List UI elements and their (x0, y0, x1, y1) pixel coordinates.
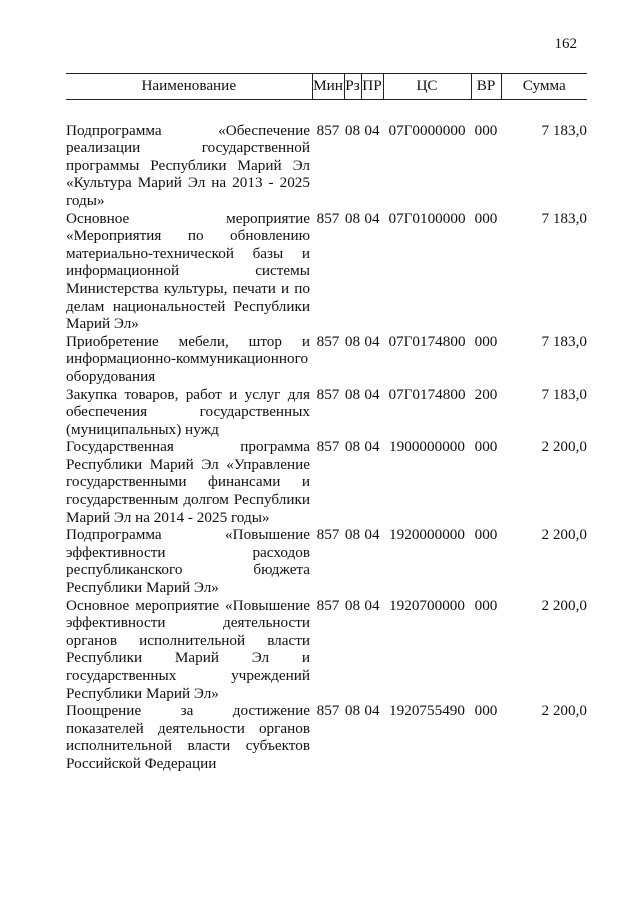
row-vr: 000 (474, 526, 498, 544)
table-header (66, 74, 587, 100)
row-rz: 08 (344, 332, 361, 350)
row-name: Подпрограмма «Повышение эффективности расходов республиканского бюджета Республики Марий Эл» (66, 526, 310, 597)
table-row (66, 597, 587, 703)
row-pr: 04 (364, 702, 380, 720)
row-rz: 08 (344, 526, 361, 544)
row-sum: 2 200,0 (541, 702, 587, 720)
row-name-cell (66, 526, 312, 596)
header-pr: ПР (361, 74, 383, 100)
page-number: 162 (554, 36, 577, 52)
row-name-cell (66, 333, 312, 386)
header-rz: Рз (344, 74, 361, 100)
row-cs: 1920700000 (389, 596, 465, 614)
row-name: Государственная программа Республики Марий Эл «Управление государственными финансами и государственным долгом Республики Марий Эл на 2014 - 2025 годы» (66, 438, 310, 526)
row-cs: 07Г0174800 (388, 332, 466, 350)
row-min: 857 (316, 121, 340, 139)
row-vr: 000 (474, 596, 498, 614)
header-sum: Сумма (501, 74, 587, 100)
header-name: Наименование (66, 74, 312, 100)
row-pr: 04 (364, 526, 380, 544)
table-row (66, 122, 587, 210)
table-row (66, 386, 587, 439)
row-vr: 200 (474, 385, 498, 403)
row-rz: 08 (344, 385, 361, 403)
table-row (66, 526, 587, 596)
row-rz: 08 (344, 121, 361, 139)
row-sum: 7 183,0 (541, 332, 587, 350)
row-pr: 04 (364, 209, 380, 227)
row-rz: 08 (344, 596, 361, 614)
row-name-cell (66, 122, 312, 210)
row-min: 857 (316, 209, 340, 227)
row-rz: 08 (344, 438, 361, 456)
row-name: Основное мероприятие «Повышение эффективности деятельности органов исполнительной власти Республики Марий Эл и государственных учреждений Республики Марий Эл» (66, 596, 310, 702)
row-name-cell (66, 702, 312, 772)
row-rz: 08 (344, 209, 361, 227)
row-pr: 04 (364, 385, 380, 403)
row-vr: 000 (474, 702, 498, 720)
row-sum: 2 200,0 (541, 438, 587, 456)
row-name: Закупка товаров, работ и услуг для обеспечения государственных (муниципальных) нужд (66, 385, 310, 438)
row-min: 857 (316, 702, 340, 720)
table-body (66, 99, 587, 772)
row-pr: 04 (364, 596, 380, 614)
row-pr: 04 (364, 438, 380, 456)
row-min: 857 (316, 526, 340, 544)
header-vr: ВР (471, 74, 501, 100)
row-name: Поощрение за достижение показателей деятельности органов исполнительной власти субъектов Российской Федерации (66, 702, 310, 772)
row-sum: 2 200,0 (541, 526, 587, 544)
header-spacer (66, 99, 587, 122)
row-cs: 1920000000 (389, 526, 465, 544)
row-cs: 07Г0100000 (388, 209, 466, 227)
row-vr: 000 (474, 438, 498, 456)
row-name: Подпрограмма «Обеспечение реализации государственной программы Республики Марий Эл «Культура Марий Эл на 2013 - 2025 годы» (66, 121, 310, 209)
row-vr: 000 (474, 121, 498, 139)
header-min: Мин (312, 74, 344, 100)
row-cs: 07Г0000000 (388, 121, 466, 139)
row-name: Основное мероприятие «Мероприятия по обновлению материально-технической базы и информационной системы Министерства культуры, печати и по делам национальностей Республики Марий Эл» (66, 209, 310, 333)
table-row (66, 210, 587, 333)
row-pr: 04 (364, 332, 380, 350)
table-row (66, 438, 587, 526)
row-name-cell (66, 438, 312, 526)
row-min: 857 (316, 438, 340, 456)
row-cs: 1920755490 (389, 702, 465, 720)
row-sum: 2 200,0 (541, 596, 587, 614)
row-name: Приобретение мебели, штор и информационно-коммуникационного оборудования (66, 332, 310, 385)
row-pr: 04 (364, 121, 380, 139)
row-sum: 7 183,0 (541, 121, 587, 139)
header-cs: ЦС (383, 74, 471, 100)
row-min: 857 (316, 385, 340, 403)
row-sum: 7 183,0 (541, 209, 587, 227)
table-row (66, 702, 587, 772)
row-min: 857 (316, 596, 340, 614)
row-vr: 000 (474, 332, 498, 350)
row-sum: 7 183,0 (541, 385, 587, 403)
row-name-cell (66, 386, 312, 439)
row-cs: 07Г0174800 (388, 385, 466, 403)
row-min: 857 (316, 332, 340, 350)
row-rz: 08 (344, 702, 361, 720)
row-cs: 1900000000 (389, 438, 465, 456)
row-vr: 000 (474, 209, 498, 227)
row-name-cell (66, 597, 312, 703)
row-name-cell (66, 210, 312, 333)
budget-table (66, 73, 587, 773)
table-row (66, 333, 587, 386)
